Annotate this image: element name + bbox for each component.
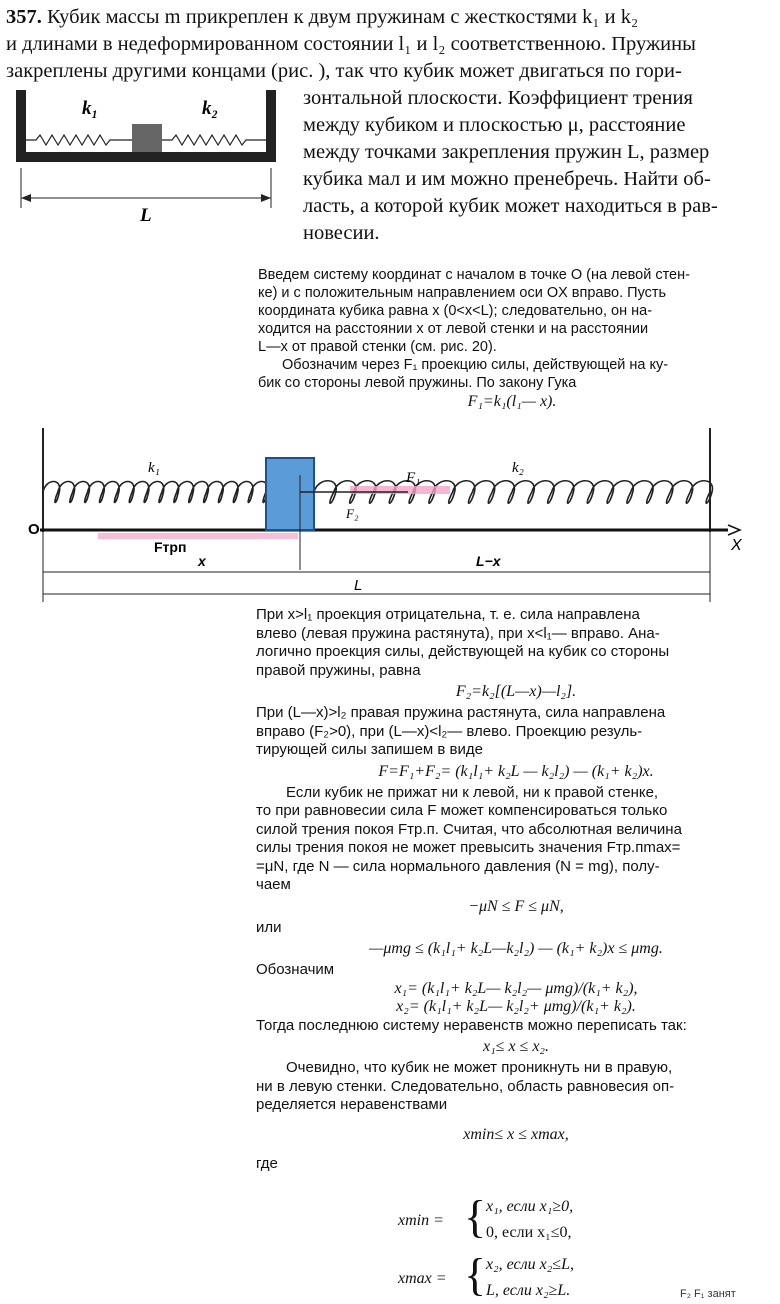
problem-line-2: и длинами в недеформированном состоянии l₁ и l₂ соответственною. Пружины (6, 33, 696, 55)
left-spring (26, 135, 132, 145)
xmax-case-1: x₂, если x₂≤L, (486, 1256, 574, 1273)
x-axis-arrow (728, 525, 740, 535)
text-line: При x>l₁ проекция отрицательна, т. е. сила направлена (256, 606, 640, 623)
text-line: правой пружины, равна (256, 661, 421, 679)
problem-line-3: закреплены другими концами (рис. ), так что кубик может двигаться по гори- (6, 60, 682, 82)
inequality-x1-x2: x₁≤ x ≤ x₂. (483, 1038, 549, 1055)
text-line: то при равновесии сила F может компенсироваться только (256, 802, 668, 819)
figure-springs-simple (16, 88, 291, 233)
k2-label: k₂ (202, 98, 219, 119)
problem-wrap-line: новесии. (303, 222, 380, 244)
piecewise-definitions (394, 1191, 674, 1302)
force-F1-highlight (350, 486, 450, 494)
axis-label-X: X (731, 537, 742, 554)
text-line: силы трения покоя не может превысить значения Fтр.пmax= (256, 839, 681, 856)
text-line: Очевидно, что кубик не может проникнуть ни в правую, (286, 1059, 673, 1076)
text-line: логично проекция силы, действующей на кубик со стороны (256, 643, 670, 660)
x-distance-label: x (198, 553, 206, 569)
text-line: =μN, где N — сила нормального давления (N = mg), полу- (256, 857, 660, 875)
left-spring (43, 482, 268, 503)
problem-wrap-line: между точками закрепления пружин L, размер (303, 141, 710, 163)
text-line: силой трения покоя Fтр.п. Считая, что абсолютная величина (256, 820, 682, 838)
xmax-label: xmax = (398, 1270, 447, 1287)
xmax-case-2: L, если x₂≥L. (486, 1282, 571, 1299)
origin-label: O (28, 521, 40, 538)
xmin-brace: { (464, 1191, 487, 1242)
equation-x1: x₁= (k₁l₁+ k₂L— k₂l₂— μmg)/(k₁+ k₂), (394, 979, 638, 997)
floor (16, 152, 276, 162)
k1-label: k₁ (148, 460, 160, 476)
solution-body (256, 606, 776, 1173)
right-spring (162, 135, 266, 145)
xmin-label: xmin = (398, 1212, 444, 1229)
figure-springs-forces (28, 420, 758, 605)
corner-fragment: F₂ F₁ занят (680, 1288, 736, 1300)
text-line: где (256, 1154, 278, 1172)
text-line: влево (левая пружина растянута), при x<l₁— вправо. Ана- (256, 624, 660, 642)
k1-label: k₁ (82, 98, 99, 119)
xmax-brace: { (464, 1249, 487, 1300)
left-wall (16, 90, 26, 160)
text-line: Обозначим через F₁ проекцию силы, действующей на ку- (282, 357, 669, 373)
text-line: тирующей силы запишем в виде (256, 741, 483, 758)
text-line: координата кубика равна x (0<x<L); следовательно, он на- (258, 303, 653, 319)
equation-x2: x₂= (k₁l₁+ k₂L— k₂l₂+ μmg)/(k₁+ k₂). (396, 998, 636, 1015)
problem-wrap-line: между кубиком и плоскостью μ, расстояние (303, 114, 686, 136)
problem-wrap-line: зонтальной плоскости. Коэффициент трения (303, 87, 693, 109)
L-minus-x-label: L−x (476, 553, 501, 569)
equation-F: F=F₁+F₂= (k₁l₁+ k₂L — k₂l₂) — (k₁+ k₂)x. (378, 762, 654, 780)
text-line: ределяется неравенствами (256, 1096, 448, 1113)
L-label: L (354, 577, 363, 594)
F1-label: F₁ (406, 470, 421, 486)
text-line: или (256, 918, 282, 936)
cube (266, 458, 314, 530)
problem-statement (6, 4, 772, 244)
hooke-equation: F₁=k₁(l₁— x). (467, 393, 557, 410)
text-line: Если кубик не прижат ни к левой, ни к правой стенке, (286, 783, 659, 801)
text-line: ни в левую стенки. Следовательно, область равновесия оп- (256, 1077, 675, 1095)
equation-F2: F₂=k₂[(L—x)—l₂]. (455, 683, 577, 700)
friction-label: Fтрп (154, 539, 187, 555)
k2-label: k₂ (512, 460, 524, 476)
xmin-case-2: 0, если x₁≤0, (486, 1224, 572, 1241)
xmin-case-1: x₁, если x₁≥0, (486, 1198, 574, 1215)
text-line: При (L—x)>l₂ правая пружина растянута, сила направлена (256, 704, 666, 721)
F2-label: F₂ (346, 506, 359, 521)
inequality-F: −μN ≤ F ≤ μN, (468, 897, 564, 915)
problem-wrap-line: ласть, а которой кубик может находиться в рав- (303, 195, 718, 217)
text-line: L—x от правой стенки (см. рис. 20). (258, 339, 497, 355)
solution-intro (258, 266, 766, 411)
problem-number: 357. (6, 6, 42, 28)
L-label: L (140, 205, 152, 226)
text-line: ходится на расстоянии x от левой стенки и на расстоянии (258, 321, 649, 337)
right-wall (266, 90, 276, 160)
cube (132, 124, 162, 152)
text-line: ке) и с положительным направлением оси OX вправо. Пусть (258, 285, 667, 301)
text-line: Тогда последнюю систему неравенств можно переписать так: (256, 1016, 687, 1034)
text-line: бик со стороны левой пружины. По закону Гука (258, 375, 577, 391)
inequality-xmin-xmax: xmin≤ x ≤ xmax, (463, 1125, 569, 1143)
inequality-mumg: —μmg ≤ (k₁l₁+ k₂L—k₂l₂) — (k₁+ k₂)x ≤ μmg. (369, 940, 663, 957)
problem-wrap-line: кубика мал и им можно пренебречь. Найти об- (303, 168, 711, 190)
friction-highlight (98, 533, 298, 539)
text-line: Введем систему координат с началом в точке O (на левой стен- (258, 267, 690, 283)
problem-line-1: 357. Кубик массы m прикреплен к двум пружинам с жесткостями k₁ и k₂ (6, 6, 639, 28)
text-line: чаем (256, 876, 291, 893)
text-line: Обозначим (256, 961, 335, 978)
text-line: вправо (F₂>0), при (L—x)<l₂— влево. Проекцию резуль- (256, 722, 643, 740)
